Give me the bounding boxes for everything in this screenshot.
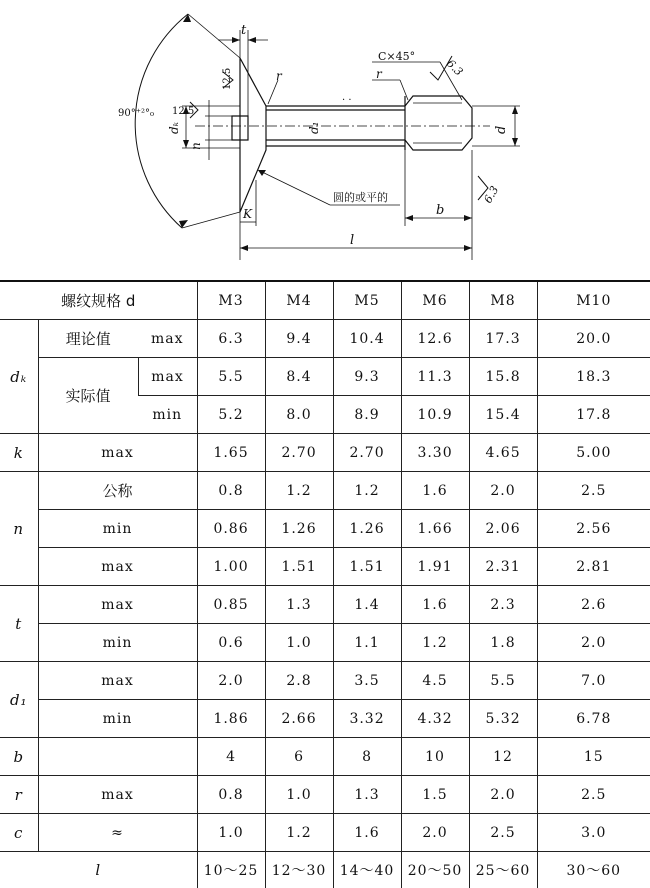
table-cell: 1.91 [401, 548, 469, 586]
table-cell: 1.8 [469, 624, 537, 662]
k-symbol: k [0, 434, 38, 472]
table-cell: 1.6 [401, 586, 469, 624]
roughness-slot-label: 12.5 [172, 106, 195, 117]
table-cell: 2.0 [401, 814, 469, 852]
angle-label: 90°⁺²°₀ [118, 108, 155, 119]
table-cell: 20～50 [401, 852, 469, 888]
dk-actual-max-sub: max [138, 358, 197, 396]
table-cell: 0.85 [197, 586, 265, 624]
table-cell: 20.0 [537, 320, 650, 358]
table-cell: 2.6 [537, 586, 650, 624]
roughness-head-label: 12.5 [222, 67, 233, 90]
table-cell: 8.4 [265, 358, 333, 396]
table-cell: 1.6 [401, 472, 469, 510]
table-cell: 1.3 [333, 776, 401, 814]
table-row-d1-min [0, 700, 650, 738]
b-symbol: b [0, 738, 38, 776]
table-cell: 2.70 [265, 434, 333, 472]
table-cell: 2.8 [265, 662, 333, 700]
table-cell: 3.32 [333, 700, 401, 738]
table-cell: 17.8 [537, 396, 650, 434]
table-cell: 1.5 [401, 776, 469, 814]
table-cell: 2.5 [469, 814, 537, 852]
k-sub: max [38, 434, 197, 472]
table-cell: 1.00 [197, 548, 265, 586]
size-header: M3 [197, 281, 265, 320]
table-cell: 1.6 [333, 814, 401, 852]
specification-table [0, 280, 650, 888]
table-cell: 2.5 [537, 472, 650, 510]
table-cell: 2.06 [469, 510, 537, 548]
table-row-k [0, 434, 650, 472]
table-cell: 2.0 [537, 624, 650, 662]
table-row-l [0, 852, 650, 888]
table-cell: 0.8 [197, 776, 265, 814]
n-symbol: n [0, 472, 38, 586]
table-row-b [0, 738, 650, 776]
c-symbol: c [0, 814, 38, 852]
table-cell: 1.1 [333, 624, 401, 662]
table-cell: 2.0 [469, 472, 537, 510]
table-cell: 10～25 [197, 852, 265, 888]
table-cell: 1.65 [197, 434, 265, 472]
table-cell: 14～40 [333, 852, 401, 888]
table-row-d1-max [0, 662, 650, 700]
table-cell: 2.56 [537, 510, 650, 548]
table-cell: 7.0 [537, 662, 650, 700]
dk-actual-min-sub: min [138, 396, 197, 434]
table-cell: 6.78 [537, 700, 650, 738]
angle-arc [135, 14, 188, 228]
table-row-n-min [0, 510, 650, 548]
b-label: b [436, 203, 445, 218]
d-label: d [494, 125, 509, 134]
table-cell: 15 [537, 738, 650, 776]
dk-label: dₖ [167, 121, 181, 134]
n-label: n [189, 142, 203, 150]
table-cell: 5.2 [197, 396, 265, 434]
table-cell: 5.5 [469, 662, 537, 700]
table-cell: 4 [197, 738, 265, 776]
n-nominal-sub: 公称 [38, 472, 197, 510]
table-cell: 30～60 [537, 852, 650, 888]
t-symbol: t [0, 586, 38, 662]
roughness-right-label: 6.3 [481, 183, 502, 206]
table-cell: 2.0 [197, 662, 265, 700]
b-sub [38, 738, 197, 776]
table-cell: 2.0 [469, 776, 537, 814]
table-cell: 1.51 [333, 548, 401, 586]
table-cell: 1.2 [333, 472, 401, 510]
table-cell: 0.6 [197, 624, 265, 662]
table-cell: 15.4 [469, 396, 537, 434]
r-label-shank: r [376, 67, 382, 81]
table-cell: 18.3 [537, 358, 650, 396]
table-cell: 2.66 [265, 700, 333, 738]
table-row-t-max [0, 586, 650, 624]
table-cell: 1.66 [401, 510, 469, 548]
size-header: M8 [469, 281, 537, 320]
n-max-sub: max [38, 548, 197, 586]
table-row-dk-theory [0, 320, 650, 358]
table-row-c [0, 814, 650, 852]
n-min-sub: min [38, 510, 197, 548]
r-sub: max [38, 776, 197, 814]
table-cell: 17.3 [469, 320, 537, 358]
table-row-r [0, 776, 650, 814]
table-cell: 2.70 [333, 434, 401, 472]
dk-symbol: dₖ [0, 320, 38, 434]
table-row-n-max [0, 548, 650, 586]
table-cell: 2.3 [469, 586, 537, 624]
chamfer-label: C×45° [378, 50, 416, 63]
table-cell: 2.5 [537, 776, 650, 814]
table-cell: 10 [401, 738, 469, 776]
d1-max-sub: max [38, 662, 197, 700]
table-cell: 10.9 [401, 396, 469, 434]
table-cell: 1.0 [265, 624, 333, 662]
dk-theory-label: 理论值 [38, 320, 138, 358]
table-cell: 11.3 [401, 358, 469, 396]
table-cell: 1.86 [197, 700, 265, 738]
d1-symbol: d₁ [0, 662, 38, 738]
table-cell: 1.51 [265, 548, 333, 586]
table-cell: 1.26 [265, 510, 333, 548]
table-cell: 3.5 [333, 662, 401, 700]
table-cell: 1.2 [401, 624, 469, 662]
table-cell: 1.0 [265, 776, 333, 814]
table-row-dk-actual-max [0, 358, 650, 396]
d1-min-sub: min [38, 700, 197, 738]
size-header: M10 [537, 281, 650, 320]
table-cell: 2.81 [537, 548, 650, 586]
screw-shank-outline [266, 96, 472, 150]
l-label: l [350, 233, 355, 248]
table-row-n-nominal [0, 472, 650, 510]
table-cell: 1.4 [333, 586, 401, 624]
table-cell: 12.6 [401, 320, 469, 358]
header-row [0, 281, 650, 320]
table-cell: 3.30 [401, 434, 469, 472]
break-dots: · · [342, 95, 352, 106]
roughness-top-label: 6.3 [443, 56, 466, 79]
t-label: t [241, 23, 247, 38]
table-cell: 5.00 [537, 434, 650, 472]
d1-label: d₁ [307, 121, 321, 134]
table-cell: 0.86 [197, 510, 265, 548]
table-cell: 1.3 [265, 586, 333, 624]
table-cell: 0.8 [197, 472, 265, 510]
table-cell: 2.31 [469, 548, 537, 586]
table-cell: 6 [265, 738, 333, 776]
table-cell: 5.5 [197, 358, 265, 396]
table-cell: 1.26 [333, 510, 401, 548]
table-cell: 3.0 [537, 814, 650, 852]
size-header: M5 [333, 281, 401, 320]
k-label: K [243, 207, 252, 221]
size-header: M6 [401, 281, 469, 320]
table-cell: 10.4 [333, 320, 401, 358]
table-cell: 4.5 [401, 662, 469, 700]
table-cell: 8 [333, 738, 401, 776]
screw-head-outline [240, 58, 266, 212]
thread-spec-header: 螺纹规格 d [0, 281, 197, 320]
l-symbol: l [0, 852, 197, 888]
t-min-sub: min [38, 624, 197, 662]
table-cell: 4.32 [401, 700, 469, 738]
size-header: M4 [265, 281, 333, 320]
table-cell: 6.3 [197, 320, 265, 358]
table-cell: 8.0 [265, 396, 333, 434]
table-cell: 25～60 [469, 852, 537, 888]
c-sub: ≈ [38, 814, 197, 852]
table-cell: 12～30 [265, 852, 333, 888]
dk-theory-sub: max [138, 320, 197, 358]
table-cell: 4.65 [469, 434, 537, 472]
table-cell: 1.2 [265, 472, 333, 510]
table-cell: 9.4 [265, 320, 333, 358]
head-shape-note: 圆的或平的 [333, 191, 388, 204]
r-symbol: r [0, 776, 38, 814]
table-cell: 15.8 [469, 358, 537, 396]
r-label-head: r [276, 69, 282, 83]
table-cell: 8.9 [333, 396, 401, 434]
table-cell: 12 [469, 738, 537, 776]
screw-technical-drawing [0, 0, 650, 282]
table-cell: 1.2 [265, 814, 333, 852]
table-cell: 5.32 [469, 700, 537, 738]
dk-actual-label: 实际值 [38, 358, 138, 434]
table-cell: 1.0 [197, 814, 265, 852]
table-cell: 9.3 [333, 358, 401, 396]
table-row-t-min [0, 624, 650, 662]
t-max-sub: max [38, 586, 197, 624]
